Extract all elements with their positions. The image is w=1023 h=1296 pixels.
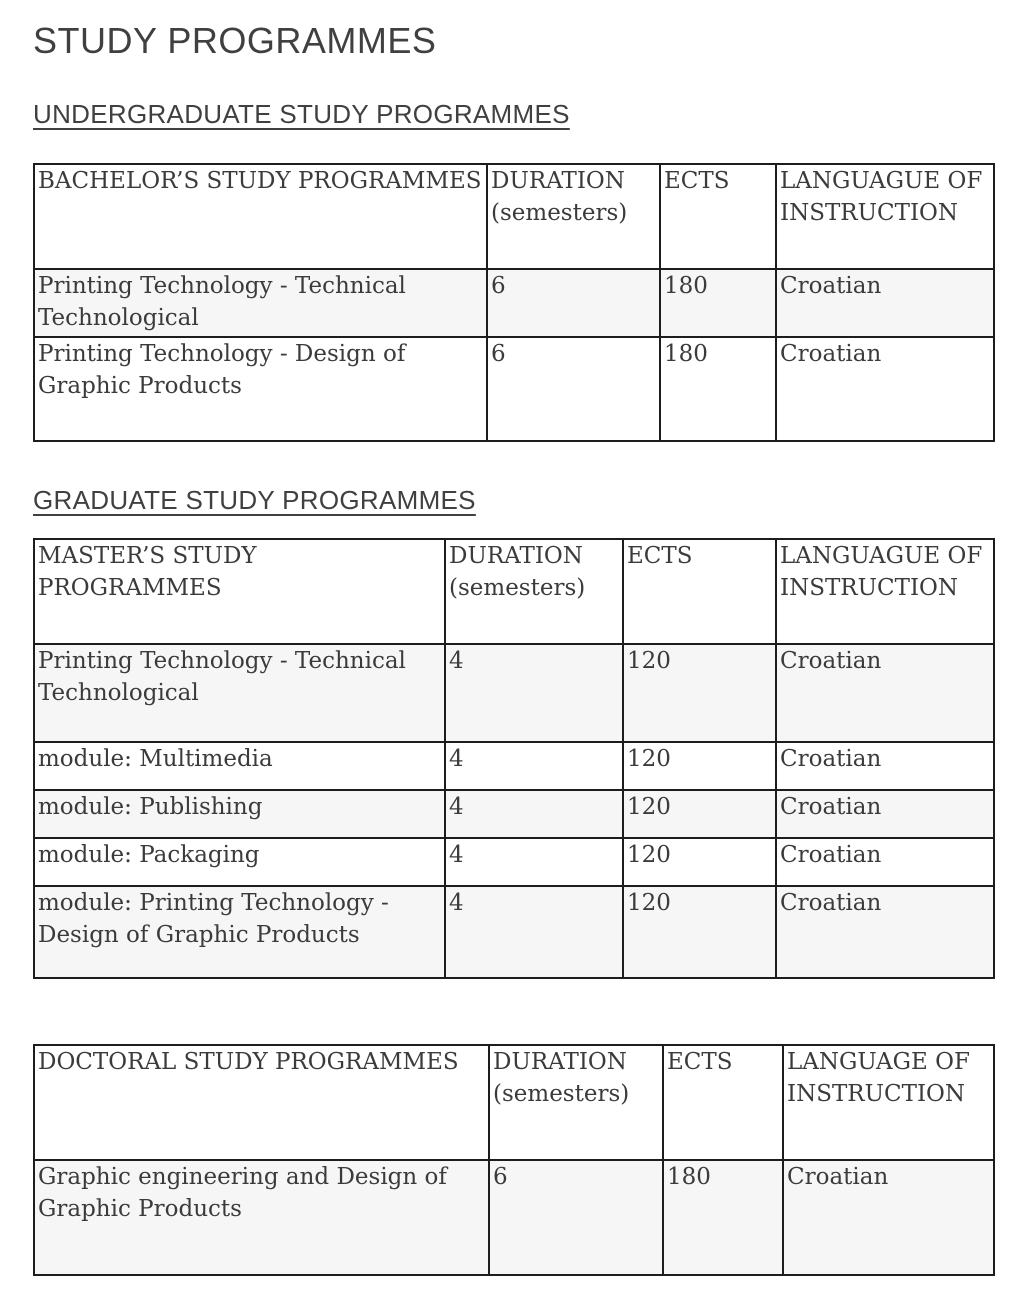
table-header-row <box>34 539 994 644</box>
duration-cell: 4 <box>445 886 623 978</box>
table-row <box>34 742 994 790</box>
programme-cell: Printing Technology - Technical Technological <box>34 269 487 337</box>
header-cell-language: LANGUAGUE OF INSTRUCTION <box>776 164 994 269</box>
header-cell-language: LANGUAGUE OF INSTRUCTION <box>776 539 994 644</box>
duration-cell: 6 <box>487 269 660 337</box>
table-row <box>34 886 994 978</box>
programme-cell: Graphic engineering and Design of Graphic Products <box>34 1160 489 1275</box>
language-cell: Croatian <box>776 337 994 441</box>
language-cell: Croatian <box>776 742 994 790</box>
table-row <box>34 337 994 441</box>
programme-cell: module: Printing Technology - Design of Graphic Products <box>34 886 445 978</box>
table-row <box>34 644 994 742</box>
language-cell: Croatian <box>776 644 994 742</box>
header-cell-programme: MASTER’S STUDY PROGRAMMES <box>34 539 445 644</box>
duration-cell: 6 <box>489 1160 663 1275</box>
page-title: STUDY PROGRAMMES <box>33 20 437 61</box>
duration-cell: 4 <box>445 790 623 838</box>
duration-cell: 4 <box>445 838 623 886</box>
programme-cell: module: Publishing <box>34 790 445 838</box>
duration-cell: 4 <box>445 644 623 742</box>
section-heading-undergraduate: UNDERGRADUATE STUDY PROGRAMMES <box>33 99 570 130</box>
language-cell: Croatian <box>776 790 994 838</box>
graduate-table <box>33 538 995 979</box>
language-cell: Croatian <box>776 838 994 886</box>
header-cell-ects: ECTS <box>623 539 776 644</box>
ects-cell: 120 <box>623 790 776 838</box>
ects-cell: 120 <box>623 886 776 978</box>
table-row <box>34 790 994 838</box>
table-row <box>34 838 994 886</box>
table-row <box>34 269 994 337</box>
programme-cell: module: Packaging <box>34 838 445 886</box>
doctoral-table <box>33 1044 995 1276</box>
header-cell-ects: ECTS <box>663 1045 783 1160</box>
programme-cell: Printing Technology - Design of Graphic Products <box>34 337 487 441</box>
ects-cell: 120 <box>623 644 776 742</box>
table-row <box>34 1160 994 1275</box>
header-cell-ects: ECTS <box>660 164 776 269</box>
header-cell-language: LANGUAGE OF INSTRUCTION <box>783 1045 994 1160</box>
programme-cell: module: Multimedia <box>34 742 445 790</box>
ects-cell: 120 <box>623 838 776 886</box>
ects-cell: 180 <box>660 337 776 441</box>
ects-cell: 120 <box>623 742 776 790</box>
language-cell: Croatian <box>776 269 994 337</box>
section-heading-graduate: GRADUATE STUDY PROGRAMMES <box>33 484 476 515</box>
header-cell-duration: DURATION (semesters) <box>487 164 660 269</box>
table-header-row <box>34 164 994 269</box>
programme-cell: Printing Technology - Technical Technological <box>34 644 445 742</box>
undergraduate-table <box>33 163 995 442</box>
language-cell: Croatian <box>776 886 994 978</box>
ects-cell: 180 <box>660 269 776 337</box>
header-cell-programme: DOCTORAL STUDY PROGRAMMES <box>34 1045 489 1160</box>
duration-cell: 6 <box>487 337 660 441</box>
duration-cell: 4 <box>445 742 623 790</box>
header-cell-duration: DURATION (semesters) <box>445 539 623 644</box>
language-cell: Croatian <box>783 1160 994 1275</box>
table-header-row <box>34 1045 994 1160</box>
header-cell-programme: BACHELOR’S STUDY PROGRAMMES <box>34 164 487 269</box>
ects-cell: 180 <box>663 1160 783 1275</box>
header-cell-duration: DURATION (semesters) <box>489 1045 663 1160</box>
